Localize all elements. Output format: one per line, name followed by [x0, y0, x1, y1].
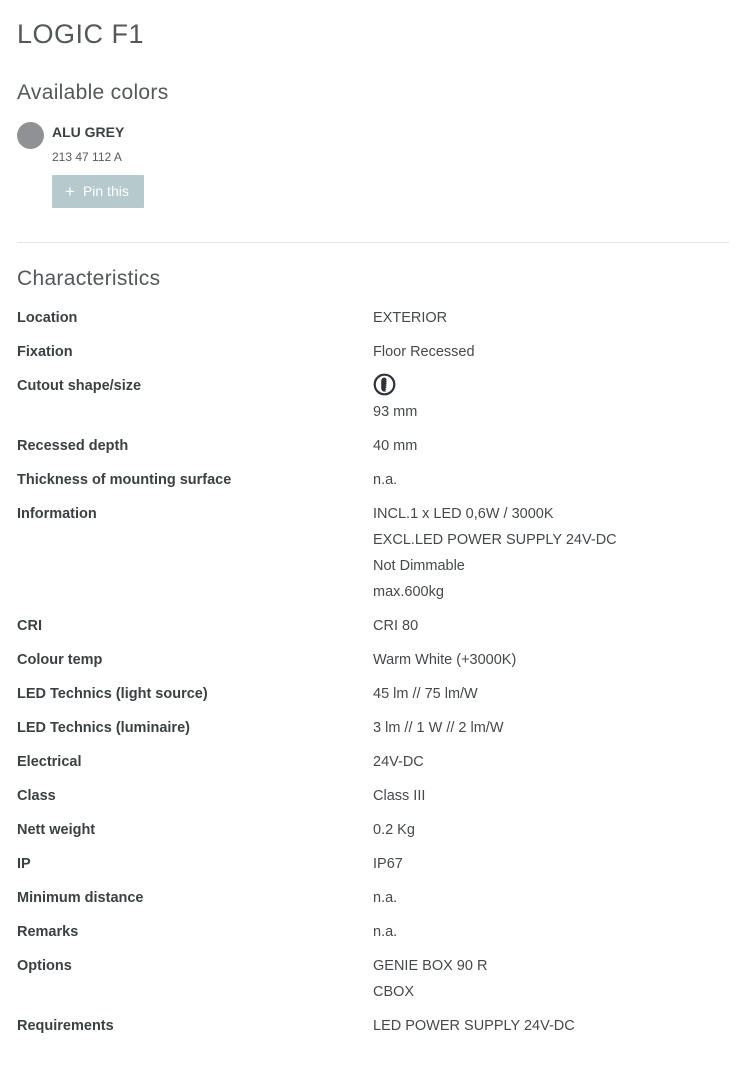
characteristic-value: [373, 919, 729, 945]
characteristic-value-line: LED POWER SUPPLY 24V-DC: [373, 1018, 575, 1034]
characteristic-row: [17, 373, 729, 425]
characteristic-value-line: 0.2 Kg: [373, 822, 415, 838]
characteristic-row: [17, 433, 729, 459]
characteristic-label: Recessed depth: [17, 438, 129, 454]
characteristic-value: [373, 501, 729, 605]
characteristic-label: Remarks: [17, 924, 79, 940]
characteristic-label: CRI: [17, 618, 42, 634]
characteristic-label: Information: [17, 506, 97, 522]
characteristic-value-line: 93 mm: [373, 404, 418, 420]
characteristic-value-line: 40 mm: [373, 438, 418, 454]
characteristic-value: [373, 1013, 729, 1039]
characteristic-row: [17, 749, 729, 775]
characteristic-label: Nett weight: [17, 822, 96, 838]
characteristic-value: [373, 715, 729, 741]
characteristic-value: [373, 613, 729, 639]
characteristic-value-line: Class III: [373, 788, 426, 804]
characteristic-row: [17, 501, 729, 605]
characteristics-heading: Characteristics: [17, 267, 161, 290]
characteristic-row: [17, 1013, 729, 1039]
pin-this-label: Pin this: [82, 183, 129, 199]
characteristic-value-line: 45 lm // 75 lm/W: [373, 686, 478, 702]
characteristic-label: Class: [17, 788, 56, 804]
characteristic-row: [17, 715, 729, 741]
characteristic-row: [17, 647, 729, 673]
characteristic-value-line: INCL.1 x LED 0,6W / 3000K: [373, 506, 554, 522]
characteristic-value: [373, 817, 729, 843]
characteristic-label: Colour temp: [17, 652, 103, 668]
characteristic-label: Cutout shape/size: [17, 378, 142, 394]
characteristic-value-line: EXCL.LED POWER SUPPLY 24V-DC: [373, 532, 617, 548]
characteristic-value-line: GENIE BOX 90 R: [373, 958, 488, 974]
characteristic-row: [17, 783, 729, 809]
characteristic-row: [17, 339, 729, 365]
characteristic-value: [373, 851, 729, 877]
color-code: 213 47 112 A: [52, 150, 122, 164]
characteristic-value: [373, 749, 729, 775]
characteristic-label: Electrical: [17, 754, 82, 770]
characteristic-row: [17, 885, 729, 911]
characteristic-row: [17, 817, 729, 843]
characteristic-value-line: max.600kg: [373, 584, 444, 600]
characteristic-row: [17, 919, 729, 945]
characteristic-label: IP: [17, 856, 31, 872]
characteristic-value-line: Not Dimmable: [373, 558, 465, 574]
characteristic-value: [373, 953, 729, 1005]
characteristic-value: [373, 305, 729, 331]
characteristic-row: [17, 467, 729, 493]
characteristic-label: LED Technics (luminaire): [17, 720, 190, 736]
characteristic-value-line: CBOX: [373, 984, 415, 1000]
color-swatch-info: [52, 122, 144, 208]
characteristic-row: [17, 305, 729, 331]
characteristic-label: Options: [17, 958, 72, 974]
characteristic-label: Fixation: [17, 344, 73, 360]
page-title: LOGIC F1: [17, 19, 145, 49]
characteristic-row: [17, 953, 729, 1005]
characteristic-value: [373, 339, 729, 365]
characteristic-row: [17, 851, 729, 877]
characteristic-value-line: Floor Recessed: [373, 344, 475, 360]
color-name: ALU GREY: [52, 124, 125, 140]
characteristic-label: Thickness of mounting surface: [17, 472, 232, 488]
section-divider: [17, 242, 729, 243]
characteristic-value: [373, 681, 729, 707]
characteristic-value: [373, 647, 729, 673]
characteristic-label: Minimum distance: [17, 890, 144, 906]
round-cutout-icon: [373, 378, 402, 394]
color-swatch[interactable]: [17, 122, 44, 149]
characteristic-label: Requirements: [17, 1018, 114, 1034]
available-colors-heading: Available colors: [17, 81, 169, 104]
characteristic-value: [373, 885, 729, 911]
characteristic-label: Location: [17, 310, 78, 326]
characteristic-value-line: CRI 80: [373, 618, 419, 634]
characteristic-value: [373, 433, 729, 459]
characteristic-value-line: n.a.: [373, 472, 398, 488]
characteristic-value-line: 3 lm // 1 W // 2 lm/W: [373, 720, 504, 736]
characteristic-label: LED Technics (light source): [17, 686, 208, 702]
characteristic-value: [373, 373, 729, 425]
characteristic-value-line: IP67: [373, 856, 403, 872]
characteristic-value-line: n.a.: [373, 890, 398, 906]
characteristic-value-line: 24V-DC: [373, 754, 424, 770]
characteristic-value: [373, 467, 729, 493]
characteristic-row: [17, 681, 729, 707]
characteristic-value-line: n.a.: [373, 924, 398, 940]
color-option: [17, 122, 729, 208]
characteristic-value: [373, 783, 729, 809]
characteristic-row: [17, 613, 729, 639]
characteristic-value-line: Warm White (+3000K): [373, 652, 517, 668]
pin-this-button[interactable]: [52, 175, 144, 208]
characteristic-value-line: EXTERIOR: [373, 310, 448, 326]
plus-icon: +: [65, 181, 75, 201]
characteristics-table: [17, 305, 729, 1039]
